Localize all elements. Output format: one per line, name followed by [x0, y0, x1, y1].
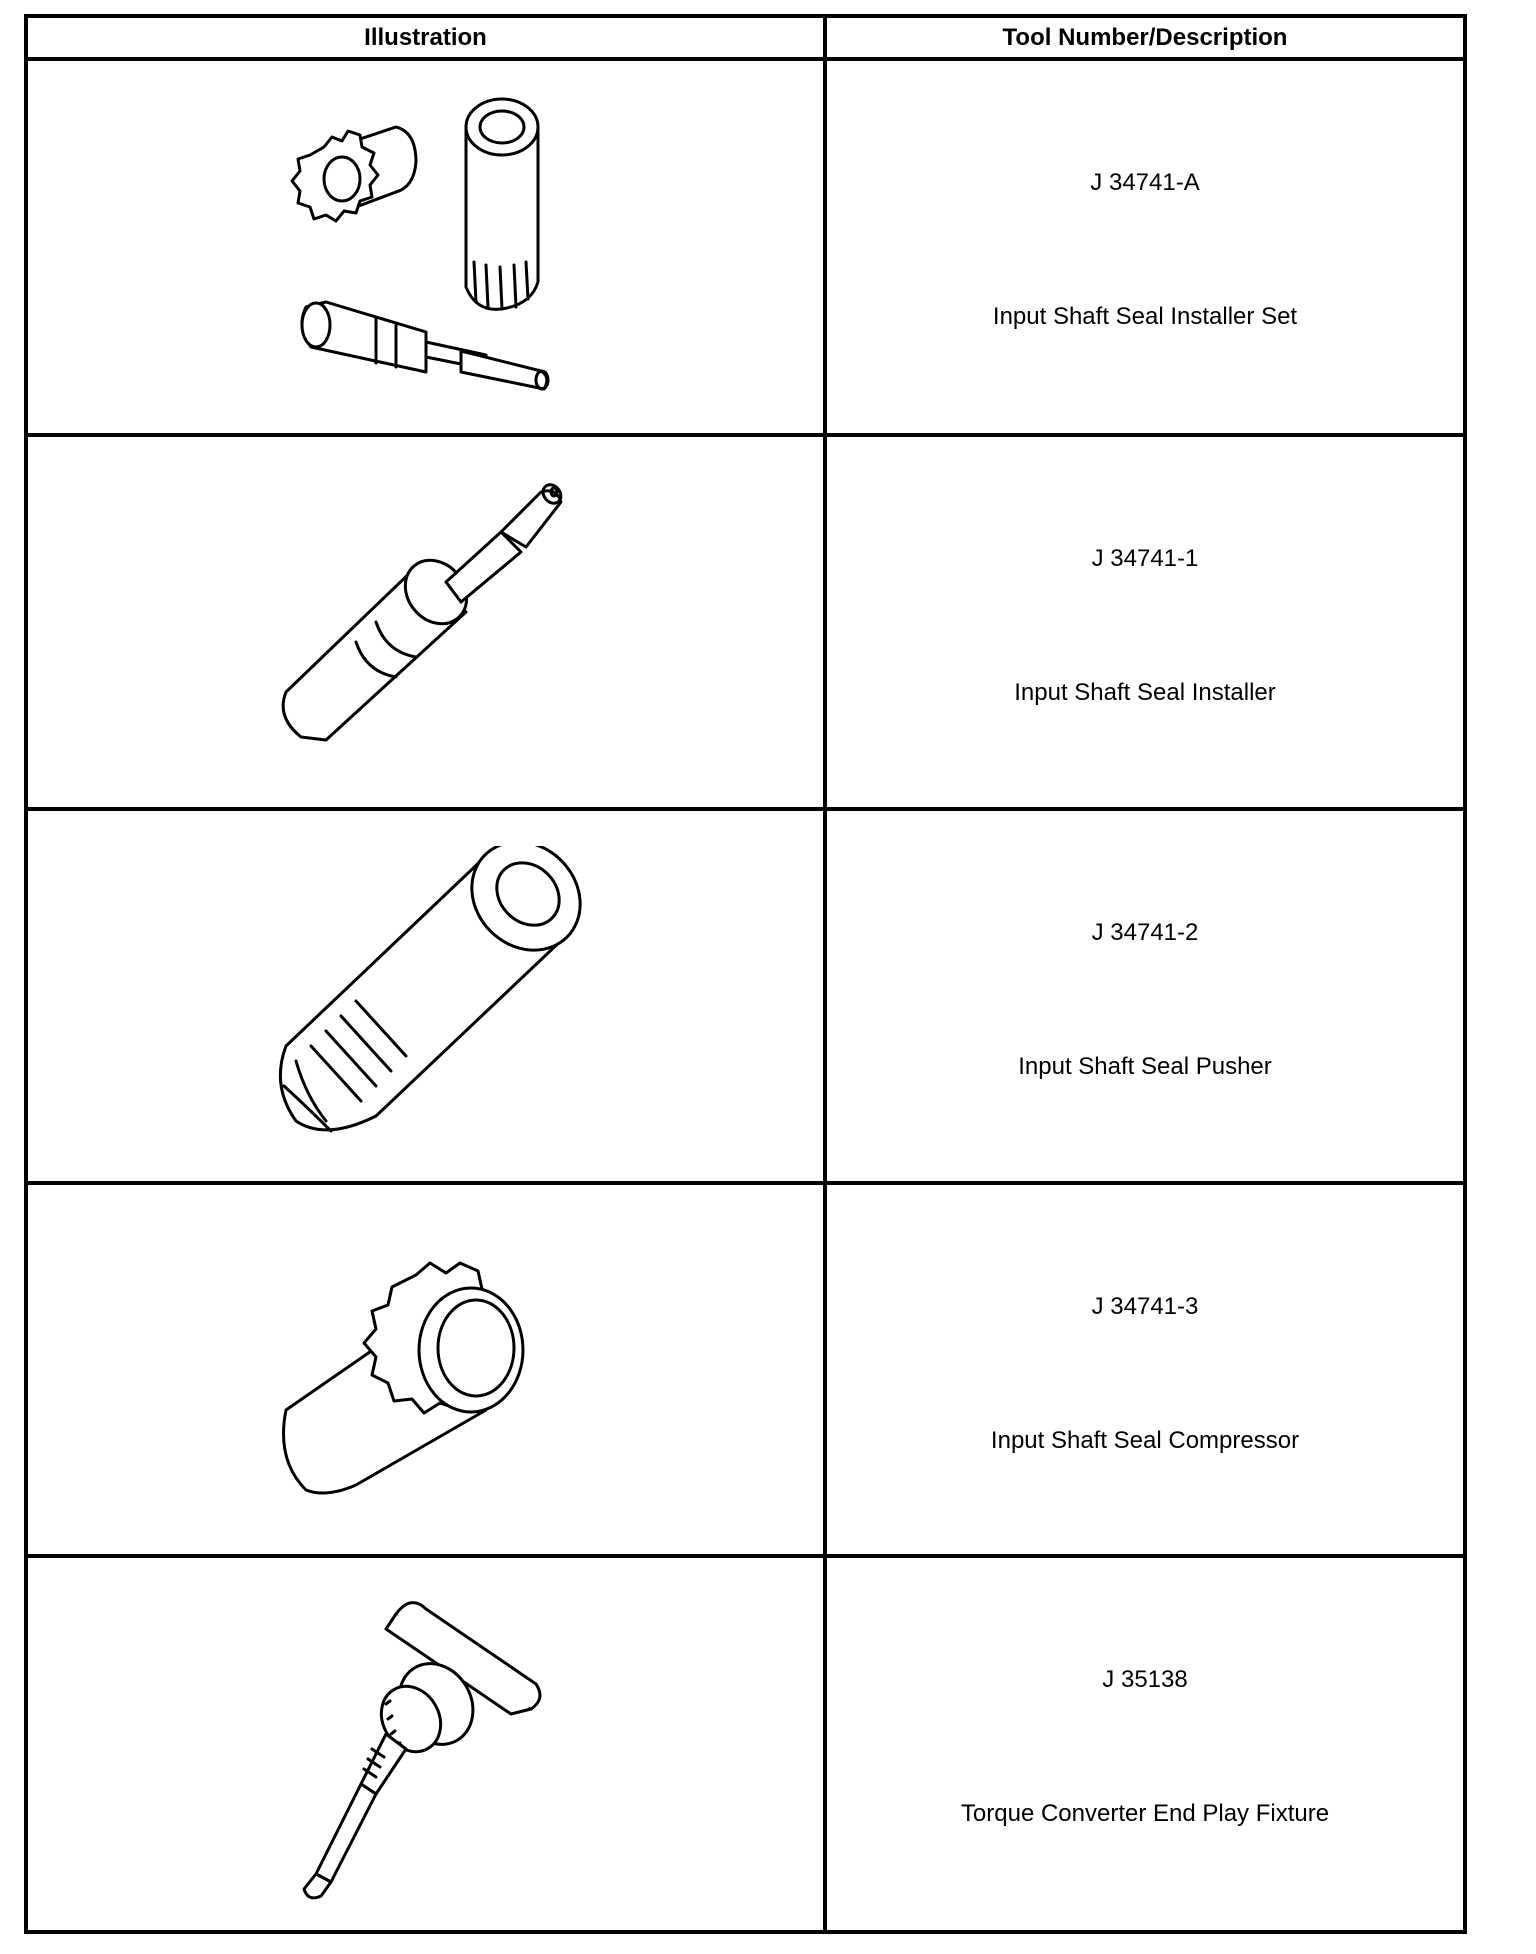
- description-cell: [827, 437, 1463, 807]
- header-tool-number-description: Tool Number/Description: [1002, 23, 1288, 51]
- illustration-cell: [28, 1558, 823, 1930]
- table-row: [28, 811, 1463, 1181]
- tool-description: Input Shaft Seal Pusher: [1018, 1053, 1272, 1080]
- tool-number: J 35138: [1102, 1666, 1188, 1693]
- seal-compressor-icon: [266, 1230, 586, 1510]
- description-cell: [827, 61, 1463, 433]
- tool-description: Torque Converter End Play Fixture: [960, 1800, 1330, 1827]
- tool-number: J 34741-A: [1090, 169, 1200, 196]
- table-row: [28, 1558, 1463, 1930]
- table-row: [28, 61, 1463, 433]
- illustration-cell: [28, 1185, 823, 1554]
- tool-number: J 34741-2: [1091, 919, 1199, 946]
- header-illustration: Illustration: [364, 23, 487, 51]
- seal-pusher-icon: [266, 846, 586, 1146]
- illustration-cell: [28, 437, 823, 807]
- seal-installer-icon: [266, 472, 586, 772]
- tool-number: J 34741-1: [1091, 545, 1199, 572]
- table-row: [28, 437, 1463, 807]
- table-row: [28, 1185, 1463, 1554]
- illustration-cell: [28, 811, 823, 1181]
- description-cell: [827, 1558, 1463, 1930]
- seal-installer-set-icon: [276, 87, 576, 407]
- header-row: [28, 18, 1463, 61]
- tool-description: Input Shaft Seal Compressor: [990, 1427, 1300, 1454]
- tool-table: [24, 14, 1467, 1934]
- end-play-fixture-icon: [276, 1584, 576, 1904]
- description-cell: [827, 1185, 1463, 1554]
- illustration-cell: [28, 61, 823, 433]
- tool-number: J 34741-3: [1091, 1293, 1199, 1320]
- tool-description: Input Shaft Seal Installer: [1014, 679, 1276, 706]
- tool-description: Input Shaft Seal Installer Set: [992, 303, 1298, 330]
- description-cell: [827, 811, 1463, 1181]
